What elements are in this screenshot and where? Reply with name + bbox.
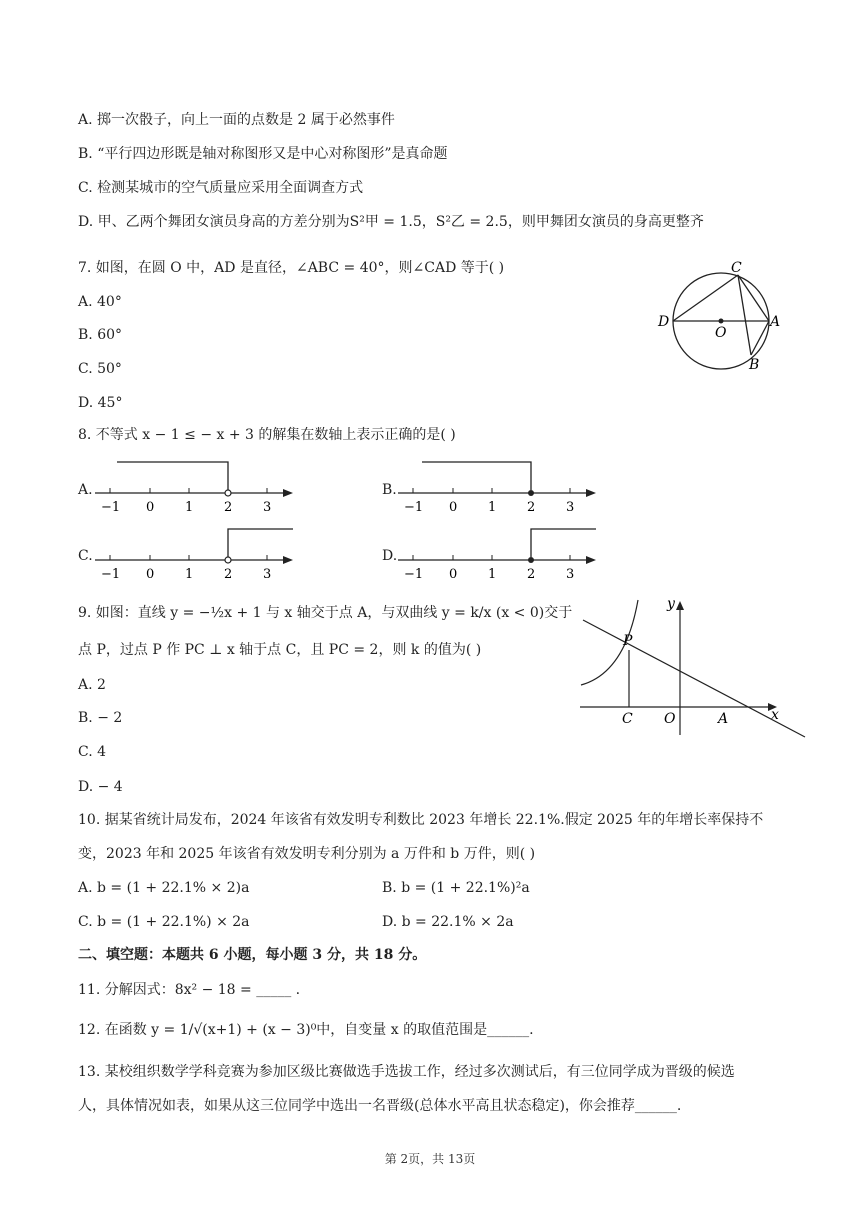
label-b: B: [749, 357, 760, 373]
q8-option-a-label: A.: [78, 482, 93, 498]
q10-option-b: B. b = (1 + 22.1%)²a: [382, 880, 530, 896]
svg-text:0: 0: [449, 500, 458, 515]
q8-number-line-a: [95, 455, 300, 520]
svg-text:−1: −1: [404, 500, 424, 515]
chord-dc: [673, 275, 738, 321]
label-a: A: [770, 314, 781, 330]
label-a: A: [718, 711, 729, 727]
svg-text:3: 3: [566, 567, 575, 582]
q10-option-a: A. b = (1 + 22.1% × 2)a: [78, 880, 250, 896]
label-p: P: [623, 633, 633, 649]
svg-text:2: 2: [527, 567, 536, 582]
q6-option-d: D. 甲、乙两个舞团女演员身高的方差分别为S²甲 = 1.5，S²乙 = 2.5，则甲舞团女演员的身高更整齐: [78, 214, 704, 230]
q9-stem-line1: 9. 如图：直线 y = −½x + 1 与 x 轴交于点 A，与双曲线 y = k/x (x < 0)交于: [78, 605, 573, 621]
svg-text:0: 0: [146, 567, 155, 582]
q9-option-d: D. − 4: [78, 779, 123, 795]
svg-text:3: 3: [263, 567, 272, 582]
q12-stem: 12. 在函数 y = 1/√(x+1) + (x − 3)⁰中，自变量 x 的取值范围是______.: [78, 1022, 534, 1038]
svg-text:2: 2: [224, 567, 233, 582]
svg-text:1: 1: [488, 567, 497, 582]
section-heading-fill-in: 二、填空题：本题共 6 小题，每小题 3 分，共 18 分。: [78, 947, 427, 963]
q10-stem-line1: 10. 据某省统计局发布，2024 年该省有效发明专利数比 2023 年增长 22.1%.假定 2025 年的年增长率保持不: [78, 812, 764, 828]
q8-stem: 8. 不等式 x − 1 ≤ − x + 3 的解集在数轴上表示正确的是( ): [78, 427, 456, 443]
q8-option-c-label: C.: [78, 548, 93, 564]
q8-option-d-label: D.: [382, 548, 398, 564]
svg-text:3: 3: [263, 500, 272, 515]
label-o: O: [664, 711, 676, 727]
chord-cb: [738, 275, 751, 355]
q7-option-d: D. 45°: [78, 395, 123, 411]
svg-text:1: 1: [185, 567, 194, 582]
label-o: O: [715, 325, 727, 341]
svg-text:1: 1: [488, 500, 497, 515]
label-c: C: [622, 711, 633, 727]
q9-graph-figure: [575, 595, 810, 745]
q9-option-b: B. − 2: [78, 710, 123, 726]
svg-text:−1: −1: [404, 567, 424, 582]
q9-stem-line2: 点 P，过点 P 作 PC ⊥ x 轴于点 C，且 PC = 2，则 k 的值为( ): [78, 642, 482, 658]
label-y: y: [667, 596, 675, 612]
q9-option-a: A. 2: [78, 677, 106, 693]
q6-option-a: A. 掷一次骰子，向上一面的点数是 2 属于必然事件: [78, 112, 395, 128]
svg-text:1: 1: [185, 500, 194, 515]
q7-option-b: B. 60°: [78, 327, 123, 343]
q7-option-c: C. 50°: [78, 361, 122, 377]
center-point: [719, 319, 724, 324]
q13-stem-line2: 人，具体情况如表，如果从这三位同学中选出一名晋级(总体水平高且状态稳定)，你会推荐______.: [78, 1098, 682, 1114]
page-footer: 第 2页，共 13页: [384, 1152, 476, 1166]
q13-stem-line1: 13. 某校组织数学学科竞赛为参加区级比赛做选手选拔工作，经过多次测试后，有三位同学成为晋级的候选: [78, 1064, 735, 1080]
q7-circle-figure: [655, 258, 785, 376]
q8-option-b-label: B.: [382, 482, 397, 498]
q10-stem-line2: 变，2023 年和 2025 年该省有效发明专利分别为 a 万件和 b 万件，则( ): [78, 846, 536, 862]
q7-option-a: A. 40°: [78, 294, 122, 310]
svg-text:3: 3: [566, 500, 575, 515]
q6-option-c: C. 检测某城市的空气质量应采用全面调查方式: [78, 180, 364, 196]
svg-text:0: 0: [146, 500, 155, 515]
label-c: C: [731, 260, 742, 276]
q6-option-b: B. “平行四边形既是轴对称图形又是中心对称图形”是真命题: [78, 146, 448, 162]
label-d: D: [658, 314, 670, 330]
q10-option-d: D. b = 22.1% × 2a: [382, 914, 514, 930]
q7-stem: 7. 如图，在圆 O 中，AD 是直径，∠ABC = 40°，则∠CAD 等于( ): [78, 260, 505, 276]
q11-stem: 11. 分解因式：8x² − 18 = _____ .: [78, 982, 301, 998]
q8-number-line-c: [95, 520, 300, 585]
svg-text:−1: −1: [101, 500, 121, 515]
svg-text:−1: −1: [101, 567, 121, 582]
svg-text:0: 0: [449, 567, 458, 582]
svg-text:2: 2: [224, 500, 233, 515]
svg-text:2: 2: [527, 500, 536, 515]
label-x: x: [771, 707, 779, 723]
q8-number-line-d: [398, 520, 603, 585]
q9-option-c: C. 4: [78, 744, 107, 760]
chord-ca: [738, 275, 769, 321]
q10-option-c: C. b = (1 + 22.1%) × 2a: [78, 914, 250, 930]
q8-number-line-b: [398, 455, 603, 520]
